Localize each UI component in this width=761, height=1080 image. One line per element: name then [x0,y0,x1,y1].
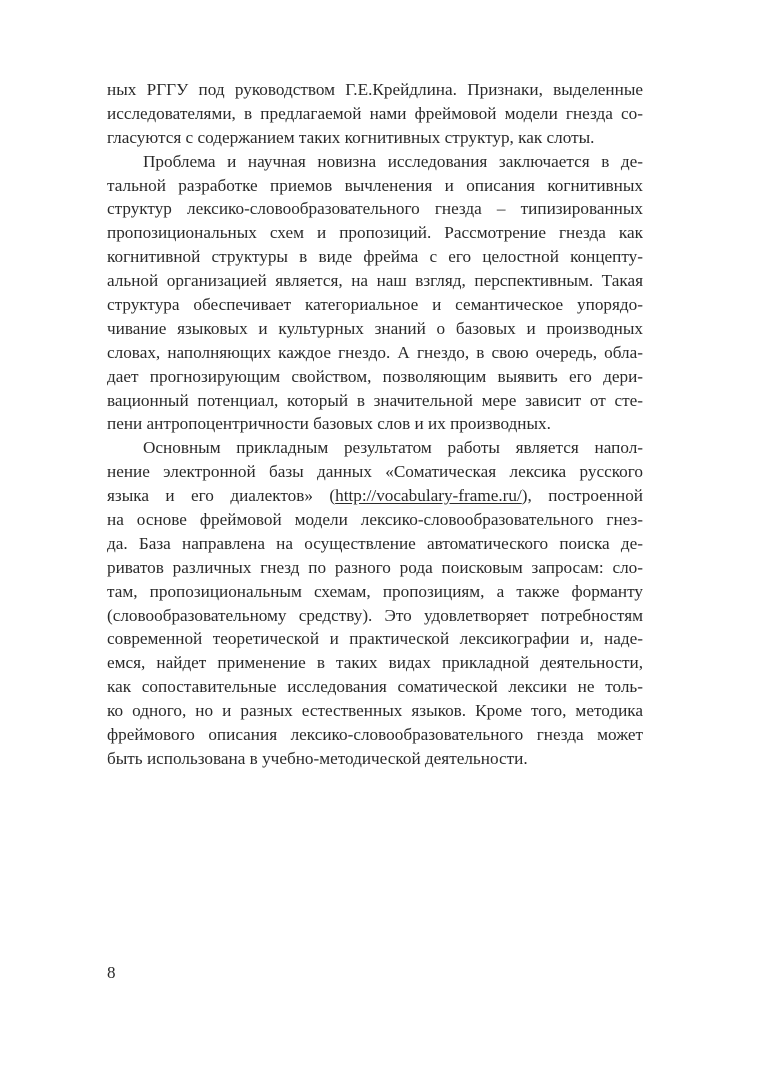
text-line: быть использована в учебно-методической деятельности. [107,748,528,768]
paragraph-1 [107,78,643,150]
text-line: исследователями, в предлагаемой нами фреймовой модели гнезда со- [107,103,643,123]
text-line: пени антропоцентричности базовых слов и их производных. [107,414,551,434]
text-line: риватов различных гнезд по разного рода поисковым запросам: сло- [107,557,643,577]
text-line: ных РГГУ под руководством Г.Е.Крейдлина. Признаки, выделенные [107,80,643,99]
text-line: вационный потенциал, который в значительной мере зависит от сте- [107,390,643,410]
text-line: на основе фреймовой модели лексико-словообразовательного гнез- [107,510,643,530]
text-line: да. База направлена на осуществление автоматического поиска де- [107,533,643,553]
text-line: фреймового описания лексико-словообразовательного гнезда может [107,725,643,745]
text-fragment: ), построенной [521,486,643,506]
text-line: словах, наполняющих каждое гнездо. А гнездо, в свою очередь, обла- [107,342,643,362]
text-line: чивание языковых и культурных знаний о базовых и производных [107,318,643,338]
body-text [107,78,643,771]
text-line: (словообразовательному средству). Это удовлетворяет потребностям [107,605,643,625]
text-line: как сопоставительные исследования соматической лексики не толь- [107,677,643,697]
paragraph-3 [107,436,643,770]
text-line-with-link [107,484,643,508]
website-link[interactable]: http://vocabulary-frame.ru/ [335,486,522,506]
text-line: тальной разработке приемов вычленения и описания когнитивных [107,175,643,195]
page-number: 8 [107,963,116,982]
text-line: структура обеспечивает категориальное и семантическое упорядо- [107,295,643,315]
text-line: нение электронной базы данных «Соматическая лексика русского [107,462,643,482]
text-line: Основным прикладным результатом работы является напол- [143,438,643,458]
text-line: Проблема и научная новизна исследования заключается в де- [143,151,643,171]
text-line: емся, найдет применение в таких видах прикладной деятельности, [107,653,643,673]
text-line: ко одного, но и разных естественных языков. Кроме того, методика [107,701,643,721]
text-line: когнитивной структуры в виде фрейма с его целостной концепту- [107,247,643,267]
text-line: гласуются с содержанием таких когнитивных структур, как слоты. [107,127,595,147]
paragraph-2 [107,150,643,437]
text-line: там, пропозициональным схемам, пропозициям, а также форманту [107,581,643,601]
text-line: современной теоретической и практической лексикографии и, наде- [107,629,643,649]
text-line: альной организацией является, на наш взгляд, перспективным. Такая [107,271,643,291]
text-fragment: языка и его диалектов» ( [107,486,336,506]
text-line: дает прогнозирующим свойством, позволяющим выявить его дери- [107,366,643,386]
text-line: пропозициональных схем и пропозиций. Рассмотрение гнезда как [107,223,643,243]
text-line: структур лексико-словообразовательного гнезда – типизированных [107,199,643,219]
